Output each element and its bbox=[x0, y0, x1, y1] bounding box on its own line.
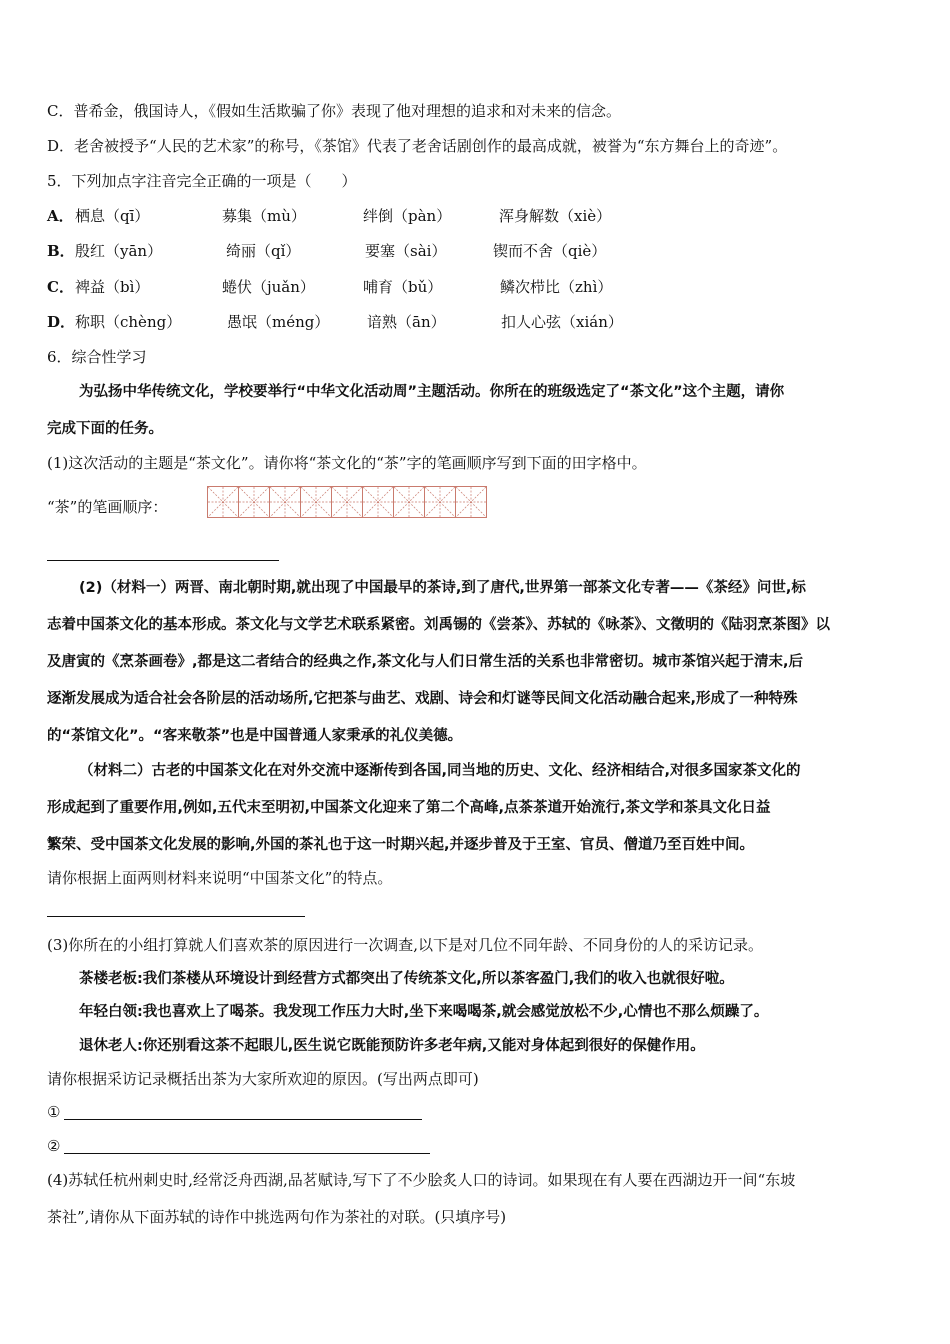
tianzige-cell[interactable] bbox=[455, 486, 487, 518]
q5-item: 锲而不舍（qiè） bbox=[493, 242, 607, 260]
material2-line: 形成起到了重要作用,例如,五代末至明初,中国茶文化迎来了第二个高峰,点茶茶道开始流行,茶文学和茶具文化日益 bbox=[47, 800, 771, 816]
q6-part3-ask: 请你根据采访记录概括出茶为大家所欢迎的原因。(写出两点即可) bbox=[47, 1070, 479, 1088]
q6-part2-ask: 请你根据上面两则材料来说明“中国茶文化”的特点。 bbox=[47, 869, 393, 887]
q4-option-d: D．老舍被授予“人民的艺术家”的称号，《茶馆》代表了老舍话剧创作的最高成就，被誉为“东方舞台上的奇迹”。 bbox=[47, 137, 788, 155]
q5-item: 募集（mù） bbox=[222, 207, 306, 225]
q5-option-label: C． bbox=[47, 278, 74, 296]
q6-part4-stem-cont: 茶社”,请你从下面苏轼的诗作中挑选两句作为茶社的对联。(只填序号) bbox=[47, 1208, 507, 1226]
q5-option-label: B． bbox=[47, 242, 75, 260]
material1-line: (2)（材料一）两晋、南北朝时期,就出现了中国最早的茶诗,到了唐代,世界第一部茶文化专著——《茶经》问世,标 bbox=[79, 580, 806, 596]
material1-line: 志着中国茶文化的基本形成。茶文化与文学艺术联系紧密。刘禹锡的《尝茶》、苏轼的《咏茶》、文徵明的《陆羽烹茶图》以 bbox=[47, 617, 830, 633]
q6-title: 6．综合性学习 bbox=[47, 348, 147, 366]
stroke-order-label: “茶”的笔画顺序： bbox=[47, 498, 168, 516]
q5-item: 浑身解数（xiè） bbox=[499, 207, 612, 225]
q5-item: 殷红（yān） bbox=[75, 242, 163, 260]
q5-item: 蜷伏（juǎn） bbox=[222, 278, 315, 296]
material1-line: 的“茶馆文化”。“客来敬茶”也是中国普通人家秉承的礼仪美德。 bbox=[47, 728, 463, 744]
q4-option-c: C．普希金，俄国诗人，《假如生活欺骗了你》表现了他对理想的追求和对未来的信念。 bbox=[47, 102, 621, 120]
q5-item: 谙熟（ān） bbox=[367, 313, 446, 331]
q5-item: 哺育（bǔ） bbox=[363, 278, 443, 296]
blank-marker-1: ① bbox=[47, 1103, 61, 1121]
answer-line[interactable] bbox=[47, 560, 279, 561]
interview-young-worker: 年轻白领:我也喜欢上了喝茶。我发现工作压力大时,坐下来喝喝茶,就会感觉放松不少,心情也不那么烦躁了。 bbox=[79, 1004, 769, 1020]
q5-option-label: A． bbox=[47, 207, 74, 225]
q5-item: 鳞次栉比（zhì） bbox=[500, 278, 613, 296]
interview-teahouse-owner: 茶楼老板:我们茶楼从环境设计到经营方式都突出了传统茶文化,所以茶客盈门,我们的收入也就很好啦。 bbox=[79, 971, 734, 987]
tianzige-cell[interactable] bbox=[362, 486, 394, 518]
q5-stem: 5．下列加点字注音完全正确的一项是（ ） bbox=[47, 172, 357, 190]
answer-line-1[interactable] bbox=[64, 1119, 422, 1120]
q5-item: 称职（chèng） bbox=[75, 313, 182, 331]
q5-item: 绮丽（qǐ） bbox=[226, 242, 301, 260]
q6-intro: 为弘扬中华传统文化，学校要举行“中华文化活动周”主题活动。你所在的班级选定了“茶文化”这个主题，请你 bbox=[79, 384, 785, 400]
q5-item: 绊倒（pàn） bbox=[363, 207, 452, 225]
answer-line-2[interactable] bbox=[64, 1153, 430, 1154]
tianzige-cell[interactable] bbox=[238, 486, 270, 518]
q5-item: 愚氓（méng） bbox=[227, 313, 330, 331]
tianzige-cell[interactable] bbox=[393, 486, 425, 518]
material1-line: 逐渐发展成为适合社会各阶层的活动场所,它把茶与曲艺、戏剧、诗会和灯谜等民间文化活动融合起来,形成了一种特殊 bbox=[47, 691, 798, 707]
material1-line: 及唐寅的《烹茶画卷》,都是这二者结合的经典之作,茶文化与人们日常生活的关系也非常密切。城市茶馆兴起于清末,后 bbox=[47, 654, 804, 670]
blank-marker-2: ② bbox=[47, 1137, 61, 1155]
q6-intro-cont: 完成下面的任务。 bbox=[47, 421, 163, 437]
q5-item: 栖息（qī） bbox=[75, 207, 150, 225]
q6-part4-stem: (4)苏轼任杭州刺史时,经常泛舟西湖,品茗赋诗,写下了不少脍炙人口的诗词。如果现在有人要在西湖边开一间“东坡 bbox=[47, 1171, 796, 1189]
q5-item: 扣人心弦（xián） bbox=[501, 313, 623, 331]
tianzige-cell[interactable] bbox=[424, 486, 456, 518]
tianzige-cell[interactable] bbox=[207, 486, 239, 518]
q6-part3-stem: (3)你所在的小组打算就人们喜欢茶的原因进行一次调查,以下是对几位不同年龄、不同身份的人的采访记录。 bbox=[47, 936, 764, 954]
tianzige-cell[interactable] bbox=[269, 486, 301, 518]
q5-item: 要塞（sài） bbox=[365, 242, 447, 260]
interview-retired-elder: 退休老人:你还别看这茶不起眼儿,医生说它既能预防许多老年病,又能对身体起到很好的保健作用。 bbox=[79, 1038, 705, 1054]
tianzige-cell[interactable] bbox=[300, 486, 332, 518]
tianzige-cell[interactable] bbox=[331, 486, 363, 518]
q5-option-label: D． bbox=[47, 313, 76, 331]
material2-line: （材料二）古老的中国茶文化在对外交流中逐渐传到各国,同当地的历史、文化、经济相结合,对很多国家茶文化的 bbox=[79, 763, 801, 779]
q6-part1-stem: (1)这次活动的主题是“茶文化”。请你将“茶文化的“茶”字的笔画顺序写到下面的田字格中。 bbox=[47, 454, 647, 472]
material2-line: 繁荣、受中国茶文化发展的影响,外国的茶礼也于这一时期兴起,并逐步普及于王室、官员、僧道乃至百姓中间。 bbox=[47, 837, 755, 853]
answer-line[interactable] bbox=[47, 916, 305, 917]
tianzige-grid[interactable] bbox=[208, 486, 487, 518]
q5-item: 裨益（bì） bbox=[75, 278, 150, 296]
